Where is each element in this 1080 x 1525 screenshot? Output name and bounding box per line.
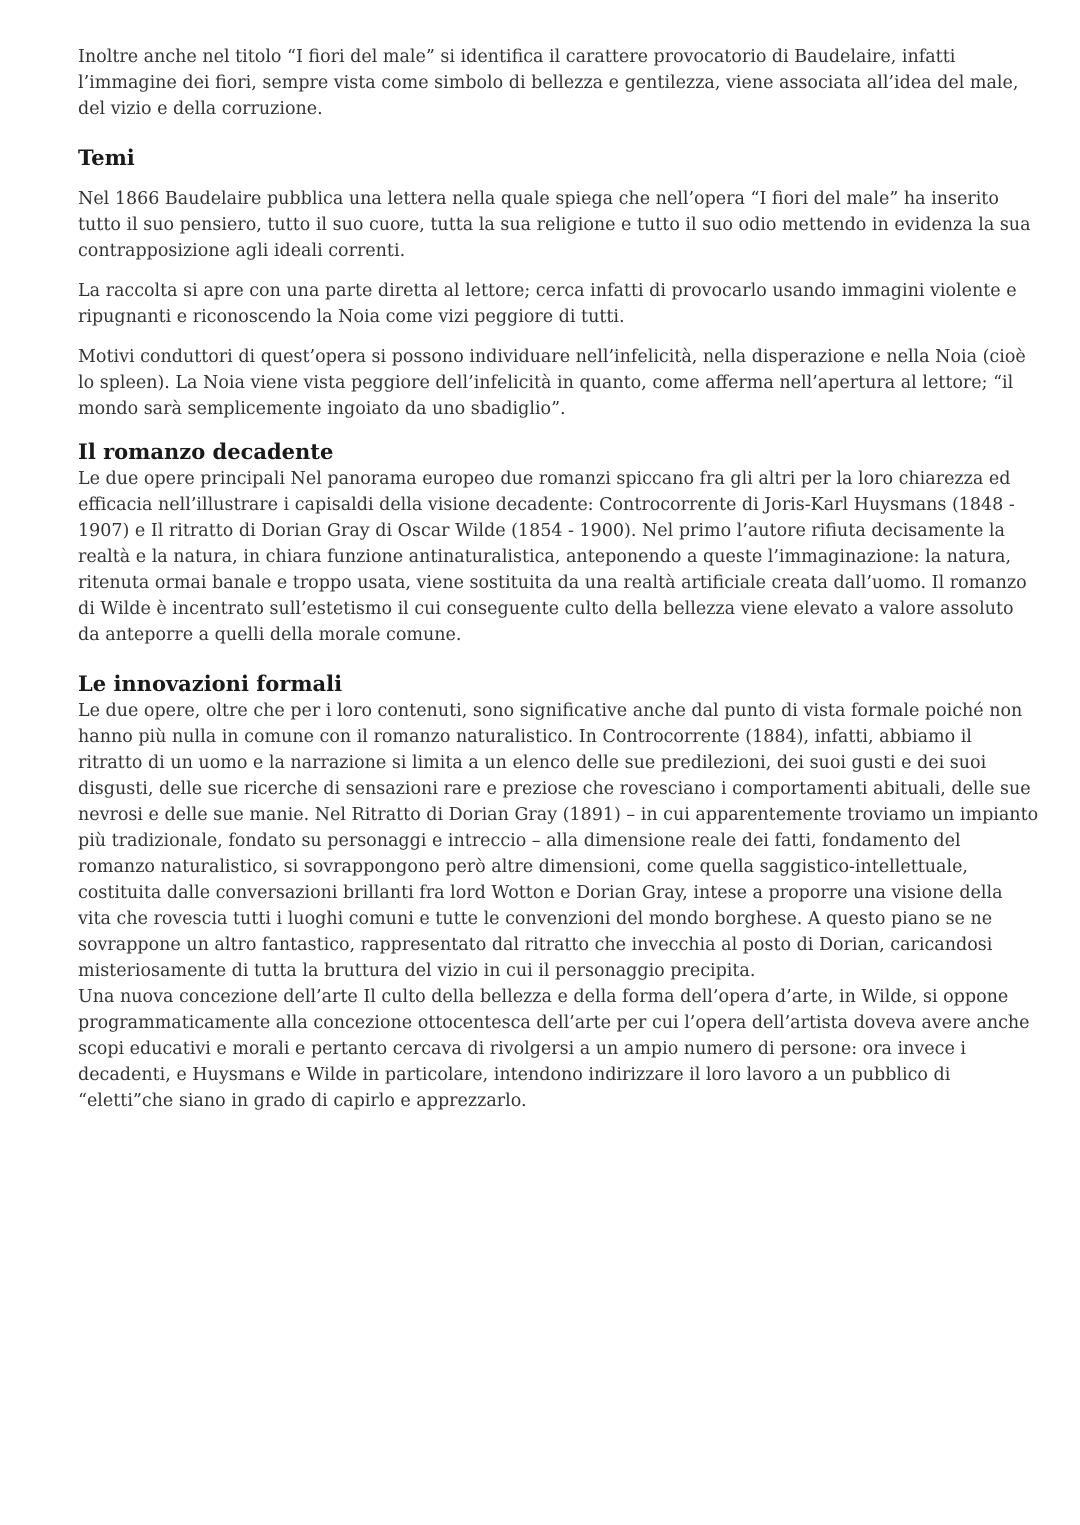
temi-paragraph-2: La raccolta si apre con una parte diretta al lettore; cerca infatti di provocarlo usando immagini violente e ripugnanti e riconoscendo la Noia come vizi peggiore di tutti. xyxy=(78,281,1017,327)
heading-innovazioni-formali: Le innovazioni formali xyxy=(78,671,343,696)
heading-temi: Temi xyxy=(78,145,135,170)
intro-paragraph: Inoltre anche nel titolo “I fiori del male” si identifica il carattere provocatorio di Baudelaire, infatti l’immagine dei fiori, sempre vista come simbolo di bellezza e gentilezza, viene associata all’idea del male, del vizio e della corruzione. xyxy=(78,47,1019,119)
temi-paragraph-1: Nel 1866 Baudelaire pubblica una lettera nella quale spiega che nell’opera “I fiori del male” ha inserito tutto il suo pensiero, tutto il suo cuore, tutta la sua religione e tutto il suo odio mettendo in evidenza la sua contrapposizione agli ideali correnti. xyxy=(78,189,1031,261)
document-page xyxy=(78,44,1040,1114)
innovazioni-paragraph-2: Una nuova concezione dell’arte Il culto della bellezza e della forma dell’opera d’arte, in Wilde, si oppone programmaticamente alla concezione ottocentesca dell’arte per cui l’opera dell’artista doveva avere anche scopi educativi e morali e pertanto cercava di rivolgersi a un ampio numero di persone: ora invece i decadenti, e Huysmans e Wilde in particolare, intendono indirizzare il loro lavoro a un pubblico di “eletti”che siano in grado di capirlo e apprezzarlo. xyxy=(78,987,1030,1111)
temi-paragraph-3: Motivi conduttori di quest’opera si possono individuare nell’infelicità, nella disperazione e nella Noia (cioè lo spleen). La Noia viene vista peggiore dell’infelicità in quanto, come afferma nell’apertura al lettore; “il mondo sarà semplicemente ingoiato da uno sbadiglio”. xyxy=(78,347,1026,419)
romanzo-paragraph: Le due opere principali Nel panorama europeo due romanzi spiccano fra gli altri per la loro chiarezza ed efficacia nell’illustrare i capisaldi della visione decadente: Controcorrente di Joris-Karl Huysmans (1848 - 1907) e Il ritratto di Dorian Gray di Oscar Wilde (1854 - 1900). Nel primo l’autore rifiuta decisamente la realtà e la natura, in chiara funzione antinaturalistica, anteponendo a queste l’immaginazione: la natura, ritenuta ormai banale e troppo usata, viene sostituita da una realtà artificiale creata dall’uomo. Il romanzo di Wilde è incentrato sull’estetismo il cui conseguente culto della bellezza viene elevato a valore assoluto da anteporre a quelli della morale comune. xyxy=(78,469,1027,645)
heading-romanzo-decadente: Il romanzo decadente xyxy=(78,439,334,464)
innovazioni-paragraph-1: Le due opere, oltre che per i loro contenuti, sono significative anche dal punto di vista formale poiché non hanno più nulla in comune con il romanzo naturalistico. In Controcorrente (1884), infatti, abbiamo il ritratto di un uomo e la narrazione si limita a un elenco delle sue predilezioni, dei suoi gusti e dei suoi disgusti, delle sue ricerche di sensazioni rare e preziose che rovesciano i comportamenti abituali, delle sue nevrosi e delle sue manie. Nel Ritratto di Dorian Gray (1891) – in cui apparentemente troviamo un impianto più tradizionale, fondato su personaggi e intreccio – alla dimensione reale dei fatti, fondamento del romanzo naturalistico, si sovrappongono però altre dimensioni, come quella saggistico-intellettuale, costituita dalle conversazioni brillanti fra lord Wotton e Dorian Gray, intese a proporre una visione della vita che rovescia tutti i luoghi comuni e tutte le convenzioni del mondo borghese. A questo piano se ne sovrappone un altro fantastico, rappresentato dal ritratto che invecchia al posto di Dorian, caricandosi misteriosamente di tutta la bruttura del vizio in cui il personaggio precipita. xyxy=(78,701,1039,981)
